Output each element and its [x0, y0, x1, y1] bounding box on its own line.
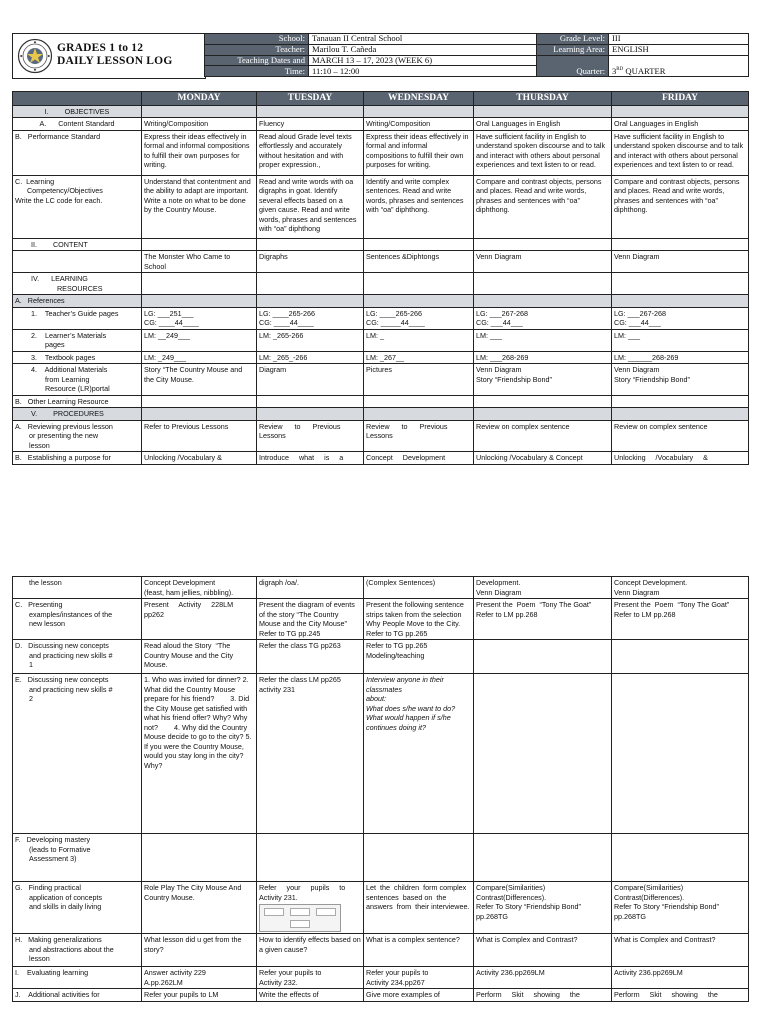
cell-thursday: Compare(Similarities) Contrast(Differences). Refer To Story “Friendship Bond” pp.268TG [474, 882, 612, 934]
cell-friday [612, 408, 749, 421]
row-label: I. Evaluating learning [13, 967, 142, 989]
cell-thursday: Compare and contrast objects, persons and places. Read and write words, phrases and sentences with “oa” diphthong. [474, 175, 612, 238]
row-label: II. CONTENT [13, 238, 142, 251]
time-value: 11:10 – 12:00 [309, 66, 537, 77]
cell-friday: Compare(Similarities) Contrast(Differences). Refer To Story “Friendship Bond” pp.268TG [612, 882, 749, 934]
cell-thursday [474, 640, 612, 674]
cell-tuesday [257, 408, 364, 421]
time-label: Time: [205, 66, 309, 77]
table-row [13, 351, 749, 364]
cell-monday: Express their ideas effectively in formal and informal compositions to fulfill their own purposes for writing. [142, 130, 257, 175]
table-row [13, 452, 749, 465]
row-label: the lesson [13, 577, 142, 599]
cell-wednesday [364, 273, 474, 295]
row-label: A. References [13, 295, 142, 308]
row-label: 4. Additional Materials from Learning Resource (LR)portal [13, 364, 142, 396]
school-label: School: [205, 34, 309, 45]
table-row [13, 273, 749, 295]
cell-friday: LM: ______268-269 [612, 351, 749, 364]
cell-monday: Concept Development (feast, ham jellies, nibbling). [142, 577, 257, 599]
cell-tuesday [257, 238, 364, 251]
row-label: V. PROCEDURES [13, 408, 142, 421]
cell-friday [612, 105, 749, 118]
cell-wednesday: LM: _ [364, 329, 474, 351]
row-label: D. Discussing new concepts and practicing new skills # 1 [13, 640, 142, 674]
header-logo-box [12, 33, 206, 79]
cell-wednesday: Express their ideas effectively in formal and informal compositions to fulfill their own purposes for writing. [364, 130, 474, 175]
cell-friday: Venn Diagram Story “Friendship Bond” [612, 364, 749, 396]
deped-seal-icon [17, 38, 53, 74]
row-label: A. Reviewing previous lesson or presenting the new lesson [13, 420, 142, 452]
row-label: H. Making generalizations and abstractions about the lesson [13, 934, 142, 967]
cell-thursday: LG: ___267-268 CG: ___44___ [474, 307, 612, 329]
lesson-log-table-page2 [12, 576, 749, 1002]
cell-tuesday: Refer your pupils to Activity 231. [257, 882, 364, 934]
table-row [13, 329, 749, 351]
cell-thursday [474, 395, 612, 408]
grade-label: Grade Level: [537, 34, 609, 45]
cell-friday [612, 295, 749, 308]
grade-value: III [609, 34, 749, 45]
row-label: B. Performance Standard [13, 130, 142, 175]
cell-thursday: Oral Languages in English [474, 118, 612, 131]
diagram-thumbnail-icon [259, 904, 341, 932]
cell-friday: Venn Diagram [612, 251, 749, 273]
teacher-value: Marilou T. Cañeda [309, 44, 537, 55]
cell-monday [142, 395, 257, 408]
cell-wednesday [364, 238, 474, 251]
row-label: G. Finding practical application of concepts and skills in daily living [13, 882, 142, 934]
cell-friday: Oral Languages in English [612, 118, 749, 131]
table-row [13, 934, 749, 967]
table-row [13, 295, 749, 308]
table-row [13, 408, 749, 421]
cell-tuesday: Read and write words with oa digraphs in goat. Identify several effects based on a given cause. Read and write words, phrases and sentences with “oa” diphthong [257, 175, 364, 238]
cell-monday: Story “The Country Mouse and the City Mouse. [142, 364, 257, 396]
cell-friday: Activity 236.pp269LM [612, 967, 749, 989]
table-row [13, 175, 749, 238]
row-label [13, 251, 142, 273]
header-info-table [204, 33, 749, 77]
lesson-log-table-page1 [12, 91, 749, 465]
cell-tuesday [257, 105, 364, 118]
cell-tuesday [257, 273, 364, 295]
cell-wednesday: Refer your pupils to Activity 234.pp267 [364, 967, 474, 989]
cell-monday [142, 238, 257, 251]
cell-tuesday: Refer your pupils to Activity 232. [257, 967, 364, 989]
cell-wednesday: Interview anyone in their classmates about: What does s/he want to do? What would happen if s/he continues doing it? [364, 674, 474, 834]
cell-thursday: Development. Venn Diagram [474, 577, 612, 599]
cell-friday: LG: ___267-268 CG: ___44___ [612, 307, 749, 329]
cell-tuesday [257, 834, 364, 882]
table-row [13, 882, 749, 934]
row-label: B. Other Learning Resource [13, 395, 142, 408]
cell-tuesday: LM: _265-266 [257, 329, 364, 351]
row-label: B. Establishing a purpose for [13, 452, 142, 465]
cell-monday: Present Activity 228LM pp262 [142, 599, 257, 640]
cell-wednesday: Give more examples of [364, 989, 474, 1002]
table-row [13, 834, 749, 882]
table-row [13, 238, 749, 251]
row-label: 3. Textbook pages [13, 351, 142, 364]
cell-wednesday [364, 834, 474, 882]
cell-friday: Perform Skit showing the [612, 989, 749, 1002]
cell-monday: 1. Who was invited for dinner? 2. What did the Country Mouse prepare for his friend? 3. Did the City Mouse get satisfied with what his friend offer? Why? Why not? 4. Why did the Country Mouse decide to go to the city? 5. If you were the Country Mouse, would you stay long in the city? Why? [142, 674, 257, 834]
cell-thursday: Review on complex sentence [474, 420, 612, 452]
cell-tuesday: Refer the class LM pp265 activity 231 [257, 674, 364, 834]
cell-wednesday: Writing/Composition [364, 118, 474, 131]
cell-tuesday: digraph /oa/. [257, 577, 364, 599]
area-label: Learning Area: [537, 44, 609, 55]
cell-tuesday: Write the effects of [257, 989, 364, 1002]
row-label: IV. LEARNING RESOURCES [13, 273, 142, 295]
cell-monday: Read aloud the Story “The Country Mouse and the City Mouse. [142, 640, 257, 674]
area-value: ENGLISH [609, 44, 749, 55]
table-row [13, 989, 749, 1002]
title-grades: GRADES 1 to 12 [57, 42, 144, 54]
cell-friday [612, 238, 749, 251]
cell-thursday: What is Complex and Contrast? [474, 934, 612, 967]
row-label: I. OBJECTIVES [13, 105, 142, 118]
cell-wednesday: (Complex Sentences) [364, 577, 474, 599]
table-row [13, 307, 749, 329]
cell-wednesday: Let the children form complex sentences based on the answers from their interviewee. [364, 882, 474, 934]
dates-value: MARCH 13 – 17, 2023 (WEEK 6) [309, 55, 537, 66]
cell-monday: Unlocking /Vocabulary & [142, 452, 257, 465]
cell-thursday: LM: ___ [474, 329, 612, 351]
cell-wednesday [364, 105, 474, 118]
table-row [13, 420, 749, 452]
cell-tuesday: Refer the class TG pp263 [257, 640, 364, 674]
cell-wednesday: Identify and write complex sentences. Read and write words, phrases and sentences with “oa” diphthong. [364, 175, 474, 238]
cell-thursday [474, 238, 612, 251]
cell-friday: What is Complex and Contrast? [612, 934, 749, 967]
school-value: Tanauan II Central School [309, 34, 537, 45]
cell-thursday [474, 408, 612, 421]
cell-thursday [474, 105, 612, 118]
cell-wednesday: LM: _267__ [364, 351, 474, 364]
dates-label: Teaching Dates and [205, 55, 309, 66]
day-thursday: THURSDAY [474, 92, 612, 106]
day-wednesday: WEDNESDAY [364, 92, 474, 106]
table-row [13, 364, 749, 396]
cell-wednesday [364, 408, 474, 421]
cell-wednesday [364, 395, 474, 408]
cell-tuesday: Diagram [257, 364, 364, 396]
cell-tuesday: Fluency [257, 118, 364, 131]
cell-thursday: Unlocking /Vocabulary & Concept [474, 452, 612, 465]
table-row [13, 251, 749, 273]
table-row [13, 674, 749, 834]
cell-monday: Role Play The City Mouse And Country Mouse. [142, 882, 257, 934]
row-label: C. Presenting examples/instances of the new lesson [13, 599, 142, 640]
cell-thursday [474, 674, 612, 834]
cell-friday: Present the Poem “Tony The Goat” Refer to LM pp.268 [612, 599, 749, 640]
table-row [13, 640, 749, 674]
cell-tuesday: Present the diagram of events of the story “The Country Mouse and the City Mouse” Refer to TG pp.245 [257, 599, 364, 640]
cell-friday: Review on complex sentence [612, 420, 749, 452]
cell-tuesday [257, 395, 364, 408]
cell-thursday [474, 834, 612, 882]
cell-monday: Understand that contentment and the ability to adapt are important. Write a note on what to be done by the Country Mouse. [142, 175, 257, 238]
row-label: A. Content Standard [13, 118, 142, 131]
cell-monday [142, 105, 257, 118]
row-label: J. Additional activities for [13, 989, 142, 1002]
cell-monday [142, 295, 257, 308]
row-label: 2. Learner’s Materials pages [13, 329, 142, 351]
day-header-row [13, 92, 749, 106]
cell-tuesday: Read aloud Grade level texts effortlessly and accurately without hesitation and with proper expression., [257, 130, 364, 175]
cell-tuesday: Digraphs [257, 251, 364, 273]
cell-monday [142, 408, 257, 421]
row-label: 1. Teacher’s Guide pages [13, 307, 142, 329]
cell-wednesday [364, 295, 474, 308]
cell-friday [612, 640, 749, 674]
cell-thursday: LM: ___268-269 [474, 351, 612, 364]
cell-monday: LM: _249___ [142, 351, 257, 364]
cell-wednesday: Review to Previous Lessons [364, 420, 474, 452]
cell-friday: Unlocking /Vocabulary & [612, 452, 749, 465]
cell-tuesday [257, 295, 364, 308]
cell-friday [612, 395, 749, 408]
table-row [13, 118, 749, 131]
table-row [13, 130, 749, 175]
cell-wednesday: Refer to TG pp.265 Modeling/teaching [364, 640, 474, 674]
cell-friday [612, 273, 749, 295]
cell-monday: Refer to Previous Lessons [142, 420, 257, 452]
cell-thursday: Activity 236.pp269LM [474, 967, 612, 989]
cell-friday: LM: ___ [612, 329, 749, 351]
cell-wednesday: Concept Development [364, 452, 474, 465]
cell-friday: Concept Development. Venn Diagram [612, 577, 749, 599]
cell-monday: What lesson did u get from the story? [142, 934, 257, 967]
row-label: F. Developing mastery (leads to Formative Assessment 3) [13, 834, 142, 882]
row-label: C. Learning Competency/Objectives Write the LC code for each. [13, 175, 142, 238]
cell-friday [612, 674, 749, 834]
cell-friday [612, 834, 749, 882]
cell-friday: Have sufficient facility in English to understand spoken discourse and to talk and interact with others about personal experiences and text listen to or read. [612, 130, 749, 175]
cell-tuesday: LM: _265_-266 [257, 351, 364, 364]
cell-wednesday: Pictures [364, 364, 474, 396]
cell-monday: Refer your pupils to LM [142, 989, 257, 1002]
cell-monday [142, 834, 257, 882]
cell-thursday: Venn Diagram [474, 251, 612, 273]
day-friday: FRIDAY [612, 92, 749, 106]
cell-tuesday: How to identify effects based on a given cause? [257, 934, 364, 967]
table-row [13, 967, 749, 989]
title-dll: DAILY LESSON LOG [57, 55, 173, 68]
cell-wednesday: Present the following sentence strips taken from the selection Why People Move to the City. Refer to TG pp.265 [364, 599, 474, 640]
cell-monday: LG: ___251___ CG: ____44____ [142, 307, 257, 329]
cell-thursday: Perform Skit showing the [474, 989, 612, 1002]
table-row [13, 577, 749, 599]
cell-friday: Compare and contrast objects, persons and places. Read and write words, phrases and sentences with “oa” diphthong. [612, 175, 749, 238]
quarter-value: 3RD QUARTER [609, 55, 749, 77]
table-row [13, 599, 749, 640]
cell-monday [142, 273, 257, 295]
cell-monday: LM: __249___ [142, 329, 257, 351]
quarter-label: Quarter: [537, 55, 609, 77]
cell-wednesday: LG: ____265-266 CG: _____44____ [364, 307, 474, 329]
cell-thursday [474, 295, 612, 308]
cell-thursday: Present the Poem “Tony The Goat” Refer to LM pp.268 [474, 599, 612, 640]
teacher-label: Teacher: [205, 44, 309, 55]
cell-thursday: Venn Diagram Story “Friendship Bond” [474, 364, 612, 396]
table-row [13, 105, 749, 118]
cell-monday: Writing/Composition [142, 118, 257, 131]
cell-tuesday: LG: ____265-266 CG: ____44____ [257, 307, 364, 329]
day-tuesday: TUESDAY [257, 92, 364, 106]
table-row [13, 395, 749, 408]
cell-wednesday: What is a complex sentence? [364, 934, 474, 967]
day-monday: MONDAY [142, 92, 257, 106]
cell-thursday: Have sufficient facility in English to understand spoken discourse and to talk and interact with others about personal experiences and text listen to or read. [474, 130, 612, 175]
cell-wednesday: Sentences &Diphtongs [364, 251, 474, 273]
cell-monday: Answer activity 229 A.pp.262LM [142, 967, 257, 989]
cell-tuesday: Review to Previous Lessons [257, 420, 364, 452]
cell-thursday [474, 273, 612, 295]
row-label: E. Discussing new concepts and practicing new skills # 2 [13, 674, 142, 834]
cell-tuesday: Introduce what is a [257, 452, 364, 465]
cell-monday: The Monster Who Came to School [142, 251, 257, 273]
